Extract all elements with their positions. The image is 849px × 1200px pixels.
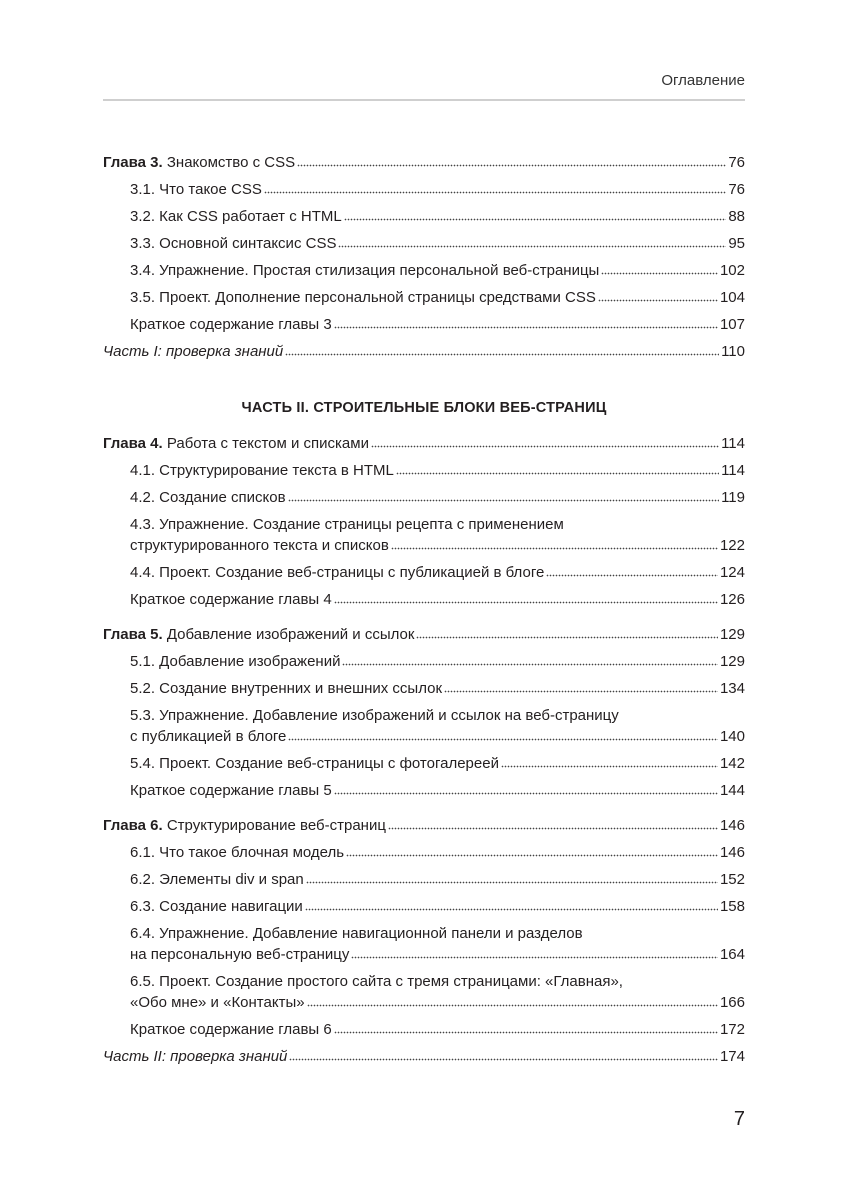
toc-page-number: 144 bbox=[719, 782, 745, 799]
chapter-number: Глава 3. bbox=[103, 154, 163, 171]
toc-entry-last-line bbox=[103, 481, 745, 508]
toc-page-number: 76 bbox=[728, 181, 745, 198]
toc-page-number: 88 bbox=[728, 208, 745, 225]
dot-leader bbox=[371, 444, 719, 448]
toc-entry-label bbox=[103, 815, 386, 836]
toc-entry-label: с публикацией в блоге bbox=[130, 728, 287, 745]
toc-entry-label: 5.4. Проект. Создание веб-страницы с фотогалереей bbox=[130, 755, 499, 772]
toc-entry-last-line bbox=[103, 645, 745, 672]
toc-section-entry[interactable] bbox=[103, 173, 745, 200]
dot-leader bbox=[307, 1003, 718, 1007]
toc-entry-last-line bbox=[103, 454, 745, 481]
toc-entry-label bbox=[103, 152, 295, 173]
toc-page-number: 140 bbox=[719, 728, 745, 745]
toc-entry-line: 6.4. Упражнение. Добавление навигационной панели и разделов bbox=[130, 925, 583, 942]
toc-section-entry[interactable] bbox=[103, 699, 745, 747]
dot-leader bbox=[444, 689, 718, 693]
dot-leader bbox=[288, 737, 718, 741]
toc-entry-last-line bbox=[103, 535, 745, 556]
toc-page-number: 164 bbox=[719, 946, 745, 963]
toc-entry-label: 5.1. Добавление изображений bbox=[130, 653, 341, 670]
toc-section-entry[interactable] bbox=[103, 254, 745, 281]
toc-section-entry[interactable] bbox=[103, 645, 745, 672]
toc-page-number: 152 bbox=[719, 871, 745, 888]
toc-chapter-entry[interactable] bbox=[103, 618, 745, 645]
dot-leader bbox=[346, 853, 718, 857]
toc-page-number: 146 bbox=[719, 817, 745, 834]
toc-chapter-entry[interactable] bbox=[103, 809, 745, 836]
toc-entry-last-line bbox=[103, 863, 745, 890]
toc-chapter-entry[interactable] bbox=[103, 427, 745, 454]
toc-section-entry[interactable] bbox=[103, 454, 745, 481]
toc-entry-line: 6.5. Проект. Создание простого сайта с тремя страницами: «Главная», bbox=[130, 973, 623, 990]
running-header-title: Оглавление bbox=[661, 72, 745, 89]
dot-leader bbox=[388, 826, 718, 830]
toc-page-number: 129 bbox=[719, 653, 745, 670]
toc-entry-label: Краткое содержание главы 6 bbox=[130, 1021, 332, 1038]
toc-page-number: 104 bbox=[719, 289, 745, 306]
toc-section-entry[interactable] bbox=[103, 508, 745, 556]
toc-page-number: 76 bbox=[728, 154, 745, 171]
toc-section-entry[interactable] bbox=[103, 890, 745, 917]
toc-page-number: 114 bbox=[721, 462, 745, 479]
toc-entry-label bbox=[103, 433, 369, 454]
toc-section-entry[interactable] bbox=[103, 583, 745, 610]
toc-entry-last-line bbox=[103, 1013, 745, 1040]
toc-entry-last-line bbox=[103, 890, 745, 917]
dot-leader bbox=[546, 573, 718, 577]
toc-entry-label: 6.3. Создание навигации bbox=[130, 898, 303, 915]
toc-entry-label: 4.2. Создание списков bbox=[130, 489, 286, 506]
toc-page-number: 107 bbox=[719, 316, 745, 333]
toc-entry-label: 3.3. Основной синтаксис CSS bbox=[130, 235, 337, 252]
toc-entry-label: 5.2. Создание внутренних и внешних ссылок bbox=[130, 680, 443, 697]
toc-section-entry[interactable] bbox=[103, 227, 745, 254]
chapter-number: Глава 5. bbox=[103, 626, 163, 643]
dot-leader bbox=[288, 498, 720, 502]
toc-page-number: 166 bbox=[719, 994, 745, 1011]
toc-section-entry[interactable] bbox=[103, 308, 745, 335]
toc-entry-label: «Обо мне» и «Контакты» bbox=[130, 994, 305, 1011]
toc-entry-last-line bbox=[103, 200, 745, 227]
toc-entry-last-line bbox=[103, 672, 745, 699]
toc-page-number: 122 bbox=[719, 537, 745, 554]
toc-entry-last-line bbox=[103, 747, 745, 774]
toc-entry-last-line bbox=[103, 944, 745, 965]
toc-section-entry[interactable] bbox=[103, 672, 745, 699]
toc-entry-last-line bbox=[103, 726, 745, 747]
toc-page-number: 119 bbox=[721, 489, 745, 506]
toc-page-number: 126 bbox=[719, 591, 745, 608]
toc-part-check-entry[interactable] bbox=[103, 1040, 745, 1067]
dot-leader bbox=[297, 163, 726, 167]
toc-page-number: 172 bbox=[719, 1021, 745, 1038]
toc-section-entry[interactable] bbox=[103, 836, 745, 863]
toc-entry-last-line bbox=[103, 992, 745, 1013]
toc-section-entry[interactable] bbox=[103, 774, 745, 801]
toc-entry-label: 3.2. Как CSS работает с HTML bbox=[130, 208, 342, 225]
toc-entry-last-line bbox=[103, 173, 745, 200]
table-of-contents bbox=[103, 146, 745, 1067]
toc-entry-label: Краткое содержание главы 5 bbox=[130, 782, 332, 799]
dot-leader bbox=[264, 190, 726, 194]
dot-leader bbox=[598, 298, 718, 302]
toc-section-entry[interactable] bbox=[103, 747, 745, 774]
chapter-number: Глава 4. bbox=[103, 435, 163, 452]
toc-entry-last-line bbox=[103, 254, 745, 281]
toc-entry-line: 4.3. Упражнение. Создание страницы рецепта с применением bbox=[130, 516, 564, 533]
dot-leader bbox=[334, 600, 718, 604]
toc-page-number: 142 bbox=[719, 755, 745, 772]
toc-page-number: 110 bbox=[721, 343, 745, 360]
toc-entry-label: Часть II: проверка знаний bbox=[103, 1048, 288, 1065]
part-heading: ЧАСТЬ II. СТРОИТЕЛЬНЫЕ БЛОКИ ВЕБ-СТРАНИЦ bbox=[241, 400, 607, 416]
dot-leader bbox=[334, 325, 718, 329]
toc-entry-label: 6.2. Элементы div и span bbox=[130, 871, 304, 888]
dot-leader bbox=[344, 217, 727, 221]
chapter-title: Работа с текстом и списками bbox=[166, 435, 369, 452]
toc-entry-last-line bbox=[103, 583, 745, 610]
toc-section-entry[interactable] bbox=[103, 1013, 745, 1040]
toc-page-number: 146 bbox=[719, 844, 745, 861]
dot-leader bbox=[334, 791, 718, 795]
dot-leader bbox=[305, 907, 718, 911]
toc-entry-label: Часть I: проверка знаний bbox=[103, 343, 284, 360]
toc-entry-label: Краткое содержание главы 3 bbox=[130, 316, 332, 333]
toc-page-number: 124 bbox=[719, 564, 745, 581]
dot-leader bbox=[334, 1030, 718, 1034]
dot-leader bbox=[501, 764, 718, 768]
toc-entry-last-line bbox=[103, 227, 745, 254]
toc-entry-label: Краткое содержание главы 4 bbox=[130, 591, 332, 608]
toc-entry-last-line bbox=[103, 774, 745, 801]
toc-page-number: 134 bbox=[719, 680, 745, 697]
dot-leader bbox=[601, 271, 718, 275]
chapter-title: Знакомство с CSS bbox=[166, 154, 296, 171]
dot-leader bbox=[351, 955, 718, 959]
toc-page-number: 158 bbox=[719, 898, 745, 915]
toc-section-entry[interactable] bbox=[103, 481, 745, 508]
dot-leader bbox=[391, 546, 718, 550]
dot-leader bbox=[342, 662, 718, 666]
toc-section-entry[interactable] bbox=[103, 917, 745, 965]
toc-part-check-entry[interactable] bbox=[103, 335, 745, 362]
toc-section-entry[interactable] bbox=[103, 281, 745, 308]
toc-page-number: 174 bbox=[719, 1048, 745, 1065]
dot-leader bbox=[416, 635, 718, 639]
toc-entry-label: 4.4. Проект. Создание веб-страницы с публикацией в блоге bbox=[130, 564, 545, 581]
toc-entry-last-line bbox=[103, 836, 745, 863]
toc-entry-label: на персональную веб-страницу bbox=[130, 946, 350, 963]
toc-entry-label: 4.1. Структурирование текста в HTML bbox=[130, 462, 394, 479]
toc-entry-label: 3.1. Что такое CSS bbox=[130, 181, 262, 198]
toc-section-entry[interactable] bbox=[103, 965, 745, 1013]
toc-page-number: 114 bbox=[721, 435, 745, 452]
chapter-title: Добавление изображений и ссылок bbox=[166, 626, 415, 643]
toc-entry-last-line bbox=[103, 556, 745, 583]
dot-leader bbox=[285, 352, 719, 356]
toc-entry-label: 6.1. Что такое блочная модель bbox=[130, 844, 345, 861]
toc-entry-last-line bbox=[103, 281, 745, 308]
toc-page-number: 102 bbox=[719, 262, 745, 279]
toc-section-entry[interactable] bbox=[103, 556, 745, 583]
toc-entry-label: 3.4. Упражнение. Простая стилизация персональной веб-страницы bbox=[130, 262, 600, 279]
toc-section-entry[interactable] bbox=[103, 863, 745, 890]
toc-page-number: 129 bbox=[719, 626, 745, 643]
toc-entry-label: 3.5. Проект. Дополнение персональной страницы средствами CSS bbox=[130, 289, 596, 306]
toc-entry-last-line bbox=[103, 308, 745, 335]
page-number: 7 bbox=[733, 1108, 745, 1130]
toc-chapter-entry[interactable] bbox=[103, 146, 745, 173]
toc-page-number: 95 bbox=[728, 235, 745, 252]
toc-section-entry[interactable] bbox=[103, 200, 745, 227]
toc-entry-line: 5.3. Упражнение. Добавление изображений и ссылок на веб-страницу bbox=[130, 707, 619, 724]
dot-leader bbox=[289, 1057, 718, 1061]
header-rule bbox=[103, 99, 745, 101]
toc-entry-label bbox=[103, 624, 414, 645]
dot-leader bbox=[396, 471, 719, 475]
dot-leader bbox=[338, 244, 726, 248]
dot-leader bbox=[306, 880, 718, 884]
chapter-number: Глава 6. bbox=[103, 817, 163, 834]
toc-entry-label: структурированного текста и списков bbox=[130, 537, 389, 554]
chapter-title: Структурирование веб-страниц bbox=[166, 817, 386, 834]
